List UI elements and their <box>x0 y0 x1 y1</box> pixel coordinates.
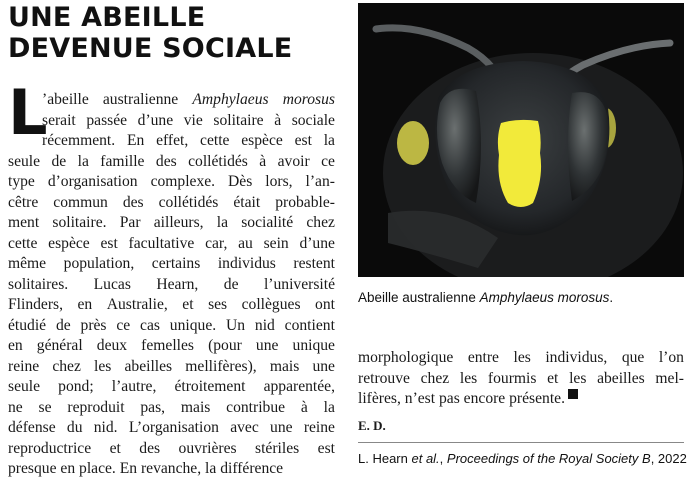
word: l’an- <box>305 173 335 190</box>
word: Amphylaeus <box>192 91 269 108</box>
word: abeilles <box>597 369 645 387</box>
word: unique <box>292 337 335 354</box>
word: l’on <box>658 349 684 366</box>
word: mellifères), <box>185 357 257 375</box>
word: les <box>459 369 478 387</box>
word: de <box>223 275 239 293</box>
text-line <box>8 418 335 439</box>
word: chez <box>306 214 335 231</box>
reference-divider <box>358 442 684 443</box>
word: vie <box>183 111 203 129</box>
yellow-face-mark <box>498 120 541 207</box>
word: et <box>109 439 121 457</box>
word: d’une <box>137 111 174 129</box>
text-line <box>8 193 335 214</box>
word: solitaire <box>213 111 264 129</box>
word: de <box>55 316 71 334</box>
end-of-article-square-icon <box>568 389 578 399</box>
word: socialité <box>241 214 294 231</box>
word: commun <box>53 193 108 211</box>
word: car, <box>205 234 228 252</box>
word: une <box>255 337 279 354</box>
word: ses <box>208 296 228 313</box>
word: de <box>51 152 67 170</box>
word: ont <box>315 296 335 313</box>
word: l’université <box>263 275 335 293</box>
word: est <box>100 234 118 252</box>
left-side-glow <box>397 121 429 165</box>
text-line <box>8 213 335 234</box>
word: général <box>36 337 83 354</box>
word: restent <box>293 255 335 272</box>
word: ’abeille <box>42 91 89 108</box>
text-line <box>8 172 335 193</box>
word: passée <box>86 111 128 129</box>
drop-cap: L <box>8 76 48 149</box>
word: Dès <box>228 173 253 190</box>
word: cêtre <box>8 193 39 211</box>
text-line <box>8 111 335 132</box>
text-line <box>8 275 335 296</box>
word: collègues <box>241 296 301 313</box>
word: ailleurs, <box>153 214 204 231</box>
word: en <box>77 296 93 313</box>
word: différence <box>216 460 284 477</box>
text-line <box>8 152 335 173</box>
word: Lucas <box>93 275 131 293</box>
word: (pour <box>208 337 242 354</box>
word: sein <box>263 234 289 252</box>
word: Flinders, <box>8 296 64 313</box>
word: étudié <box>8 316 47 334</box>
word: avoir <box>277 152 310 170</box>
word: seule <box>8 152 41 170</box>
word: type <box>8 173 35 190</box>
word: reine <box>303 419 335 436</box>
word: à <box>300 398 308 416</box>
word: Australie, <box>106 296 168 313</box>
word: était <box>233 193 261 211</box>
word: espèce <box>241 132 283 149</box>
bee-photo <box>358 3 684 277</box>
word: stériles <box>255 439 300 457</box>
word: avec <box>230 419 259 436</box>
word: ouvrières <box>178 439 237 457</box>
word: étroitement <box>174 378 246 395</box>
word: nid <box>254 316 275 334</box>
word: sociale <box>291 111 335 129</box>
word: ce <box>116 316 131 334</box>
word: à <box>259 152 267 170</box>
word: les <box>94 357 112 375</box>
word: ment <box>8 214 40 231</box>
article-column-2 <box>358 348 684 410</box>
text-line <box>8 254 335 275</box>
word: encore <box>459 390 506 407</box>
word: les <box>513 349 531 366</box>
word: se <box>38 398 52 416</box>
word: place. <box>75 460 116 477</box>
word: pond; <box>58 378 94 395</box>
word: est <box>294 132 312 149</box>
text-line <box>8 377 335 398</box>
word: d’organisation <box>47 173 138 190</box>
photo-caption: Abeille australienne Amphylaeus morosus. <box>358 290 614 305</box>
word: des <box>139 439 161 457</box>
word: collétidés <box>158 193 219 211</box>
text-line <box>8 439 335 460</box>
word: l’autre, <box>111 378 157 395</box>
word: serait <box>42 111 76 129</box>
word: fourmis <box>487 369 537 387</box>
word: une <box>312 357 335 375</box>
word: en <box>56 460 76 477</box>
text-line <box>358 369 684 390</box>
word: la <box>323 132 335 149</box>
word: des <box>155 152 177 170</box>
word: nid. <box>93 419 118 436</box>
word: chez <box>52 357 81 375</box>
word: femelles <box>141 337 194 354</box>
text-line <box>8 316 335 337</box>
reference-citation: L. Hearn et al., Proceedings of the Royal Society B, 2022 <box>358 451 687 466</box>
word: en <box>8 337 23 354</box>
word: près <box>80 316 107 334</box>
word: collétidés <box>188 152 248 170</box>
word: cette <box>200 132 230 149</box>
word: population, <box>63 255 135 272</box>
word: probable- <box>275 193 335 211</box>
word: deux <box>96 337 128 354</box>
word: chez <box>420 369 450 387</box>
word: mais <box>269 357 300 375</box>
word: individus <box>217 255 276 272</box>
text-line <box>8 398 335 419</box>
text-line <box>358 389 684 410</box>
word: les <box>569 369 587 387</box>
word: solitaire. <box>52 214 107 231</box>
word: solitaires. <box>8 275 69 293</box>
word: mais <box>180 398 211 416</box>
word: reine <box>8 357 40 375</box>
text-line <box>8 234 335 255</box>
word: morosus <box>282 91 335 108</box>
word: reproduit <box>67 398 125 416</box>
word: défense <box>8 419 56 436</box>
word: revanche, <box>137 460 202 477</box>
word: Hearn, <box>156 275 199 293</box>
word: ne <box>8 398 23 416</box>
word: et <box>182 296 194 313</box>
word: mel- <box>655 369 684 387</box>
word: contribue <box>226 398 286 416</box>
word: contient <box>284 316 335 334</box>
text-line <box>358 348 684 369</box>
word: Un <box>225 316 246 334</box>
word: du <box>66 419 83 436</box>
word: ce <box>321 152 335 170</box>
word: facultative <box>128 234 195 252</box>
word: la <box>201 460 217 477</box>
bee-illustration <box>358 3 684 277</box>
word: complexe. <box>150 173 216 190</box>
word: australienne <box>102 91 179 108</box>
word: et <box>547 369 559 387</box>
word: même <box>8 255 47 272</box>
word: L’organisation <box>128 419 219 436</box>
word: presque <box>8 460 57 477</box>
word: effet, <box>156 132 189 149</box>
word: la <box>77 152 89 170</box>
word: la <box>216 214 228 231</box>
word: abeilles <box>124 357 173 375</box>
word: reproductrice <box>8 439 92 457</box>
word: que <box>621 349 645 366</box>
text-line <box>8 90 335 111</box>
word: En <box>126 132 145 149</box>
headline-line-2: DEVENUE SOCIALE <box>8 33 293 64</box>
text-line <box>8 336 335 357</box>
word: présente. <box>505 390 565 407</box>
article-column-1 <box>8 76 335 480</box>
word: famille <box>100 152 145 170</box>
word: pas, <box>140 398 166 416</box>
word: cas <box>140 316 160 334</box>
word: retrouve <box>358 369 410 387</box>
word: récemment. <box>42 132 116 149</box>
word: certains <box>151 255 201 272</box>
word: entre <box>467 349 499 366</box>
word: seule <box>8 378 41 395</box>
word: espèce <box>48 234 90 252</box>
word: individus, <box>545 349 608 366</box>
headline-line-1: UNE ABEILLE <box>8 2 206 33</box>
word: n’est <box>400 390 436 407</box>
author-initials: E. D. <box>358 418 386 433</box>
text-line <box>8 295 335 316</box>
text-line <box>8 357 335 378</box>
word: unique. <box>169 316 217 334</box>
word: est <box>317 439 335 457</box>
word: d’une <box>299 234 335 252</box>
word: Par <box>119 214 141 231</box>
word: à <box>274 111 282 129</box>
text-line <box>8 131 335 152</box>
word: une <box>270 419 293 436</box>
word: des <box>122 193 144 211</box>
word: au <box>238 234 253 252</box>
word: la <box>323 398 335 416</box>
word: lors, <box>265 173 293 190</box>
word: lifères, <box>358 390 401 407</box>
word: cette <box>8 234 38 252</box>
word: En <box>115 460 138 477</box>
word: pas <box>435 390 460 407</box>
text-line <box>8 459 335 480</box>
headline <box>8 2 338 64</box>
word: apparentée, <box>263 378 335 395</box>
word: morphologique <box>358 349 454 366</box>
